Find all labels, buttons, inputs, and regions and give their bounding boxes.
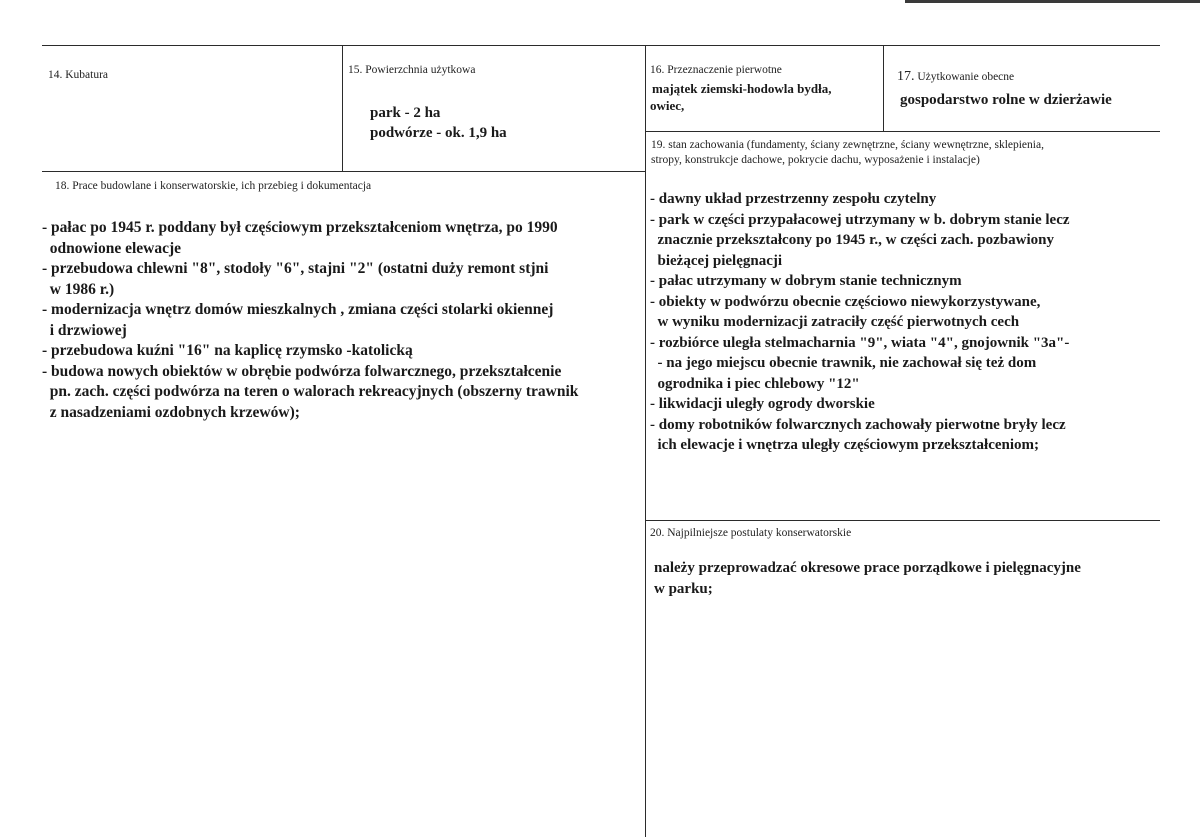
list-item: należy przeprowadzać okresowe prace porządkowe i pielęgnacyjne — [654, 560, 1081, 576]
list-item: znacznie przekształcony po 1945 r., w części zach. pozbawiony — [650, 232, 1054, 248]
table-top-border — [42, 45, 1160, 46]
list-item: - park w części przypałacowej utrzymany w b. dobrym stanie lecz — [650, 211, 1070, 228]
list-item: w wyniku modernizacji zatraciły część pierwotnych cech — [650, 314, 1020, 330]
field-15-value-podworze: podwórze - ok. 1,9 ha — [370, 125, 507, 141]
list-item: - obiekty w podwórzu obecnie częściowo niewykorzystywane, — [650, 293, 1041, 310]
field-15-label: 15. Powierzchnia użytkowa — [348, 64, 476, 76]
field-17-title: Użytkowanie obecne — [917, 71, 1015, 83]
field-16-label: 16. Przeznaczenie pierwotne — [650, 64, 782, 76]
divider-14-15 — [342, 45, 343, 171]
center-divider — [645, 45, 646, 837]
list-item: z nasadzeniami ozdobnych krzewów); — [42, 403, 300, 421]
field-16-value-line1: majątek ziemski-hodowla bydła, — [652, 81, 832, 96]
scan-edge-strip — [905, 0, 1200, 3]
list-item: bieżącej pielęgnacji — [650, 252, 783, 269]
field-19-label-line2: stropy, konstrukcje dachowe, pokrycie dachu, wyposażenie i instalacje) — [651, 154, 980, 166]
list-item: - budowa nowych obiektów w obrębie podwórza folwarcznego, przekształcenie — [42, 362, 562, 380]
list-item: ogrodnika i piec chlebowy "12" — [650, 375, 860, 392]
field-17-value: gospodarstwo rolne w dzierżawie — [900, 92, 1112, 108]
section-20-top-border — [645, 520, 1160, 521]
list-item: - przebudowa chlewni "8", stodoły "6", stajni "2" (ostatni duży remont stjni — [42, 260, 549, 277]
list-item: odnowione elewacje — [42, 239, 182, 257]
list-item: - likwidacji uległy ogrody dworskie — [650, 396, 875, 412]
field-14-label: 14. Kubatura — [48, 69, 109, 81]
field-18-label: 18. Prace budowlane i konserwatorskie, ich przebieg i dokumentacja — [55, 180, 372, 192]
list-item: ich elewacje i wnętrza uległy częściowym przekształceniom; — [650, 437, 1040, 453]
field-18-list — [42, 218, 578, 423]
list-item: i drzwiowej — [42, 321, 127, 339]
list-item: pn. zach. części podwórza na teren o walorach rekreacyjnych (obszerny trawnik — [42, 383, 579, 400]
field-19-list — [650, 189, 1070, 456]
field-17-label — [897, 69, 1014, 85]
row1-bottom-border-left — [42, 171, 645, 172]
list-item: - pałac po 1945 r. poddany był częściowym przekształceniom wnętrza, po 1990 — [42, 219, 558, 236]
field-17-number: 17. — [897, 69, 915, 84]
list-item: - pałac utrzymany w dobrym stanie technicznym — [650, 273, 962, 289]
list-item: - domy robotników folwarcznych zachowały pierwotne bryły lecz — [650, 416, 1066, 433]
field-20-text — [654, 558, 1081, 599]
row1-bottom-border-right — [645, 131, 1160, 132]
list-item: - na jego miejscu obecnie trawnik, nie zachował się też dom — [650, 355, 1037, 371]
list-item: - rozbiórce uległa stelmacharnia "9", wiata "4", gnojownik "3a"- — [650, 334, 1070, 351]
list-item: - przebudowa kuźni "16" na kaplicę rzymsko -katolicką — [42, 342, 413, 359]
list-item: - dawny układ przestrzenny zespołu czytelny — [650, 191, 937, 207]
field-15-value-park: park - 2 ha — [370, 105, 441, 121]
list-item: w parku; — [654, 580, 713, 597]
field-20-label: 20. Najpilniejsze postulaty konserwatorskie — [650, 527, 852, 539]
field-16-value-line2: owiec, — [650, 98, 685, 113]
divider-16-17 — [883, 45, 884, 131]
list-item: w 1986 r.) — [42, 280, 115, 298]
field-19-label-line1: 19. stan zachowania (fundamenty, ściany zewnętrzne, ściany wewnętrzne, sklepienia, — [651, 139, 1044, 151]
list-item: - modernizacja wnętrz domów mieszkalnych , zmiana części stolarki okiennej — [42, 301, 554, 318]
